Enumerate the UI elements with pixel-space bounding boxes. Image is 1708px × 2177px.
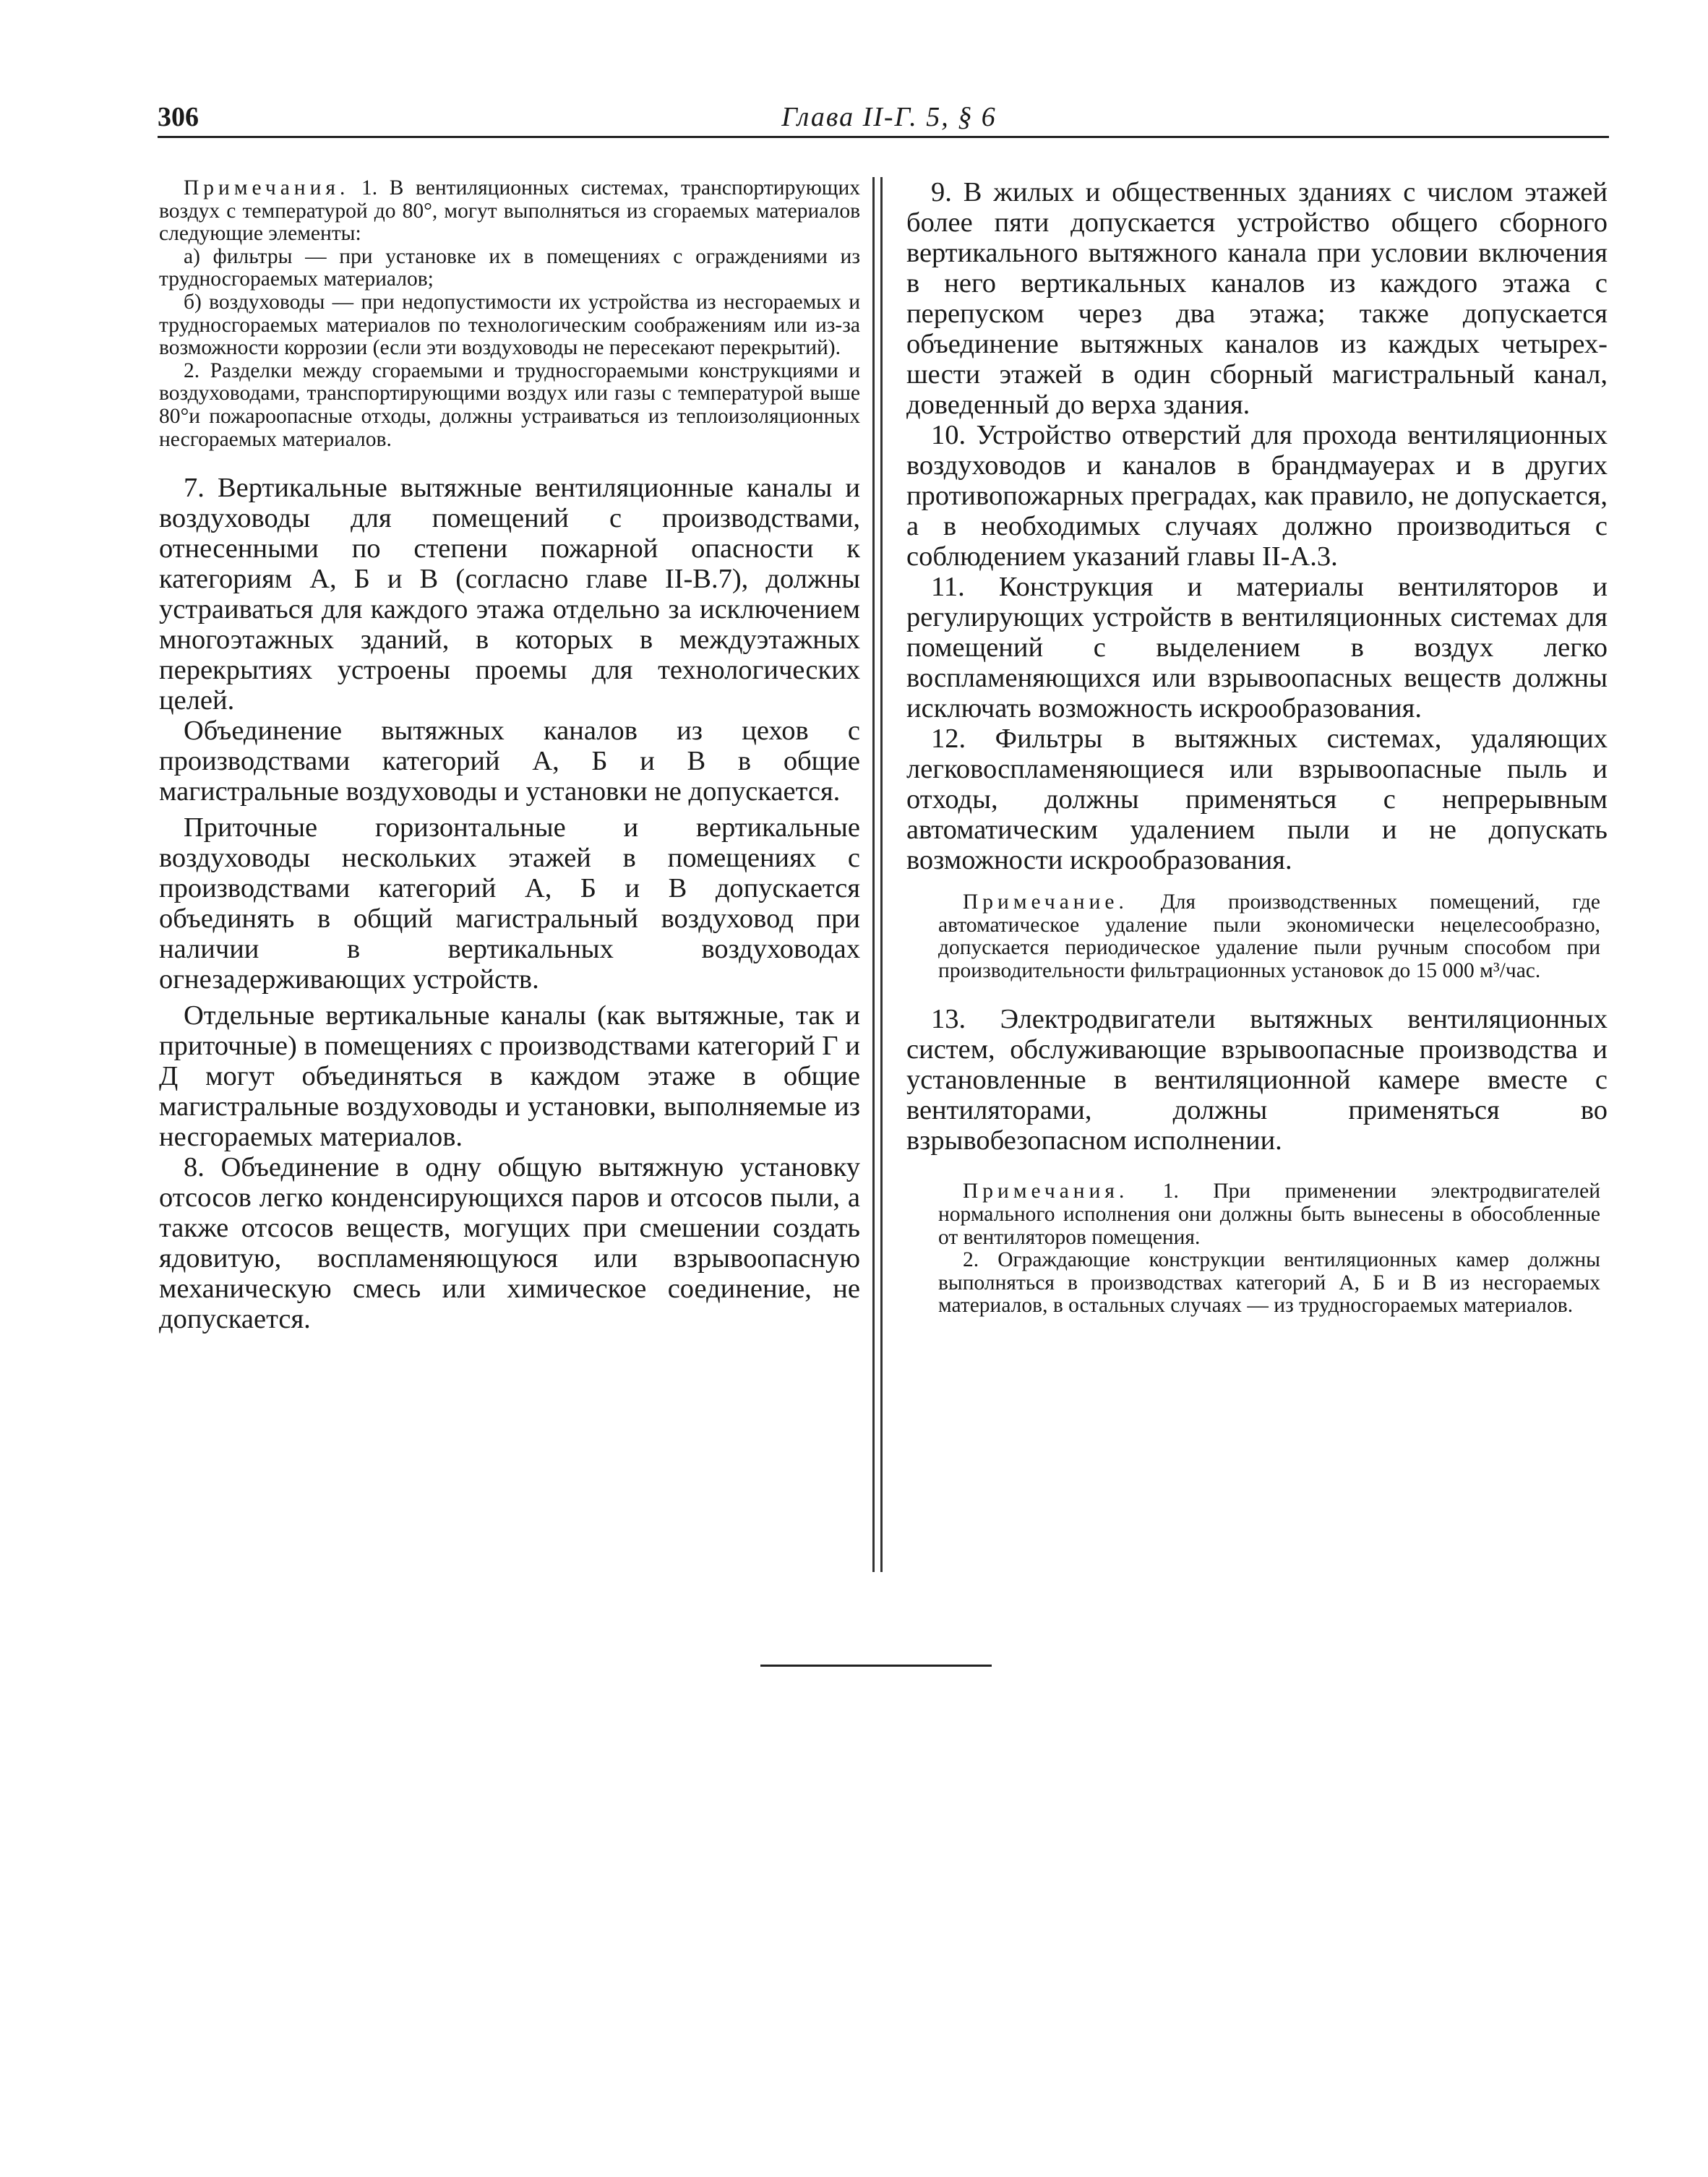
note-block-2 [938,891,1600,982]
note-text: 1. В вентиляционных системах, транспортирующих воздух с температурой до 80°, могут выполняться из сгораемых материалов следующие элементы: [159,176,860,246]
right-column [906,177,1608,1339]
paragraph-8: 8. Объединение в одну общую вытяжную установку отсосов легко конденсирующихся паров и отсосов пыли, а также отсосов веществ, могущих при смешении создать ядовитую, воспламеняющуюся или взрывоопасную механическую смесь или химическое соединение, не допускается. [159,1152,860,1335]
page-number: 306 [158,102,199,132]
note-label: Примечания. [963,1180,1129,1203]
note-text: Для производственных помещений, где автоматическое удаление пыли экономически нецелесообразно, допускается периодическое удаление пыли ручным способом при производительности фильтрационных установок до 15 000 м³/час. [938,890,1600,982]
paragraph-11: 11. Конструкция и материалы вентиляторов и регулирующих устройств в вентиляционных системах для помещений с выделением в воздух легко воспламеняющихся или взрывоопасных веществ должны исключать возможность искрообразования. [906,572,1608,723]
column-divider [872,177,883,1572]
bottom-rule [760,1665,992,1667]
header-rule [158,136,1609,138]
note-text: 1. При применении электродвигателей нормального исполнения они должны быть вынесены в обособленные от вентиляторов помещения. [938,1180,1601,1249]
note-item: 2. Ограждающие конструкции вентиляционных камер должны выполняться в производствах категорий А, Б и В из несгораемых материалов, в остальных случаях — из трудносгораемых материалов. [938,1248,1600,1318]
paragraph-7: 7. Вертикальные вытяжные вентиляционные каналы и воздуховоды для помещений с производствами, отнесенными по степени пожарной опасности к категориям А, Б и В (согласно главе II-В.7), должны устраиваться для каждого этажа отдельно за исключением многоэтажных зданий, в которых в междуэтажных перекрытиях устроены проемы для технологических целей. [159,473,860,716]
paragraph-10: 10. Устройство отверстий для прохода вентиляционных воздуховодов и каналов в брандмауерах и в других противопожарных преградах, как правило, не допускается, а в необходимых случаях должно производиться с соблюдением указаний главы II-А.3. [906,420,1608,572]
paragraph-12: 12. Фильтры в вытяжных системах, удаляющих легковоспламеняющиеся или взрывоопасные пыль и отходы, должны применяться с непрерывным автоматическим удалением пыли и не допускать возможности искрообразования. [906,723,1608,875]
paragraph-9: 9. В жилых и общественных зданиях с числом этажей более пяти допускается устройство общего сборного вертикального вытяжного канала при условии включения в него вертикальных каналов из каждого этажа с перепуском через два этажа; также допускается объединение вытяжных каналов из каждых четырех-шести этажей в один сборный магистральный канал, доведенный до верха здания. [906,177,1608,420]
note-label: Примечание. [963,890,1128,914]
paragraph: Отдельные вертикальные каналы (как вытяжные, так и приточные) в помещениях с производствами категорий Г и Д могут объединяться в каждом этаже в общие магистральные воздуховоды и установки, выполняемые из несгораемых материалов. [159,1000,860,1153]
paragraph-13: 13. Электродвигатели вытяжных вентиляционных систем, обслуживающие взрывоопасные производства и установленные в вентиляционной камере вместе с вентиляторами, должны применяться во взрывобезопасном исполнении. [906,1004,1608,1156]
note-item: а) фильтры — при установке их в помещениях с ограждениями из трудносгораемых материалов; [159,244,860,291]
note-block-3 [938,1180,1600,1318]
left-column [159,177,860,1334]
note-item: б) воздуховоды — при недопустимости их устройства из несгораемых и трудносгораемых материалов по технологическим соображениям или из-за возможности коррозии (если эти воздуховоды не пересекают перекрытий). [159,290,860,360]
note-item: 2. Разделки между сгораемыми и трудносгораемыми конструкциями и воздуховодами, транспортирующими воздух или газы с температурой выше 80°и пожароопасные отходы, должны устраиваться из теплоизоляционных несгораемых материалов. [159,358,860,451]
paragraph: Объединение вытяжных каналов из цехов с производствами категорий А, Б и В в общие магистральные воздуховоды и установки не допускается. [159,716,860,807]
note-label: Примечания. [184,176,350,199]
note-block-1 [159,177,860,451]
running-head: Глава II-Г. 5, § 6 [781,102,997,132]
paragraph: Приточные горизонтальные и вертикальные воздуховоды нескольких этажей в помещениях с производствами категорий А, Б и В допускается объединять в общий магистральный воздуховод при наличии в вертикальных воздуховодах огнезадерживающих устройств. [159,812,860,995]
